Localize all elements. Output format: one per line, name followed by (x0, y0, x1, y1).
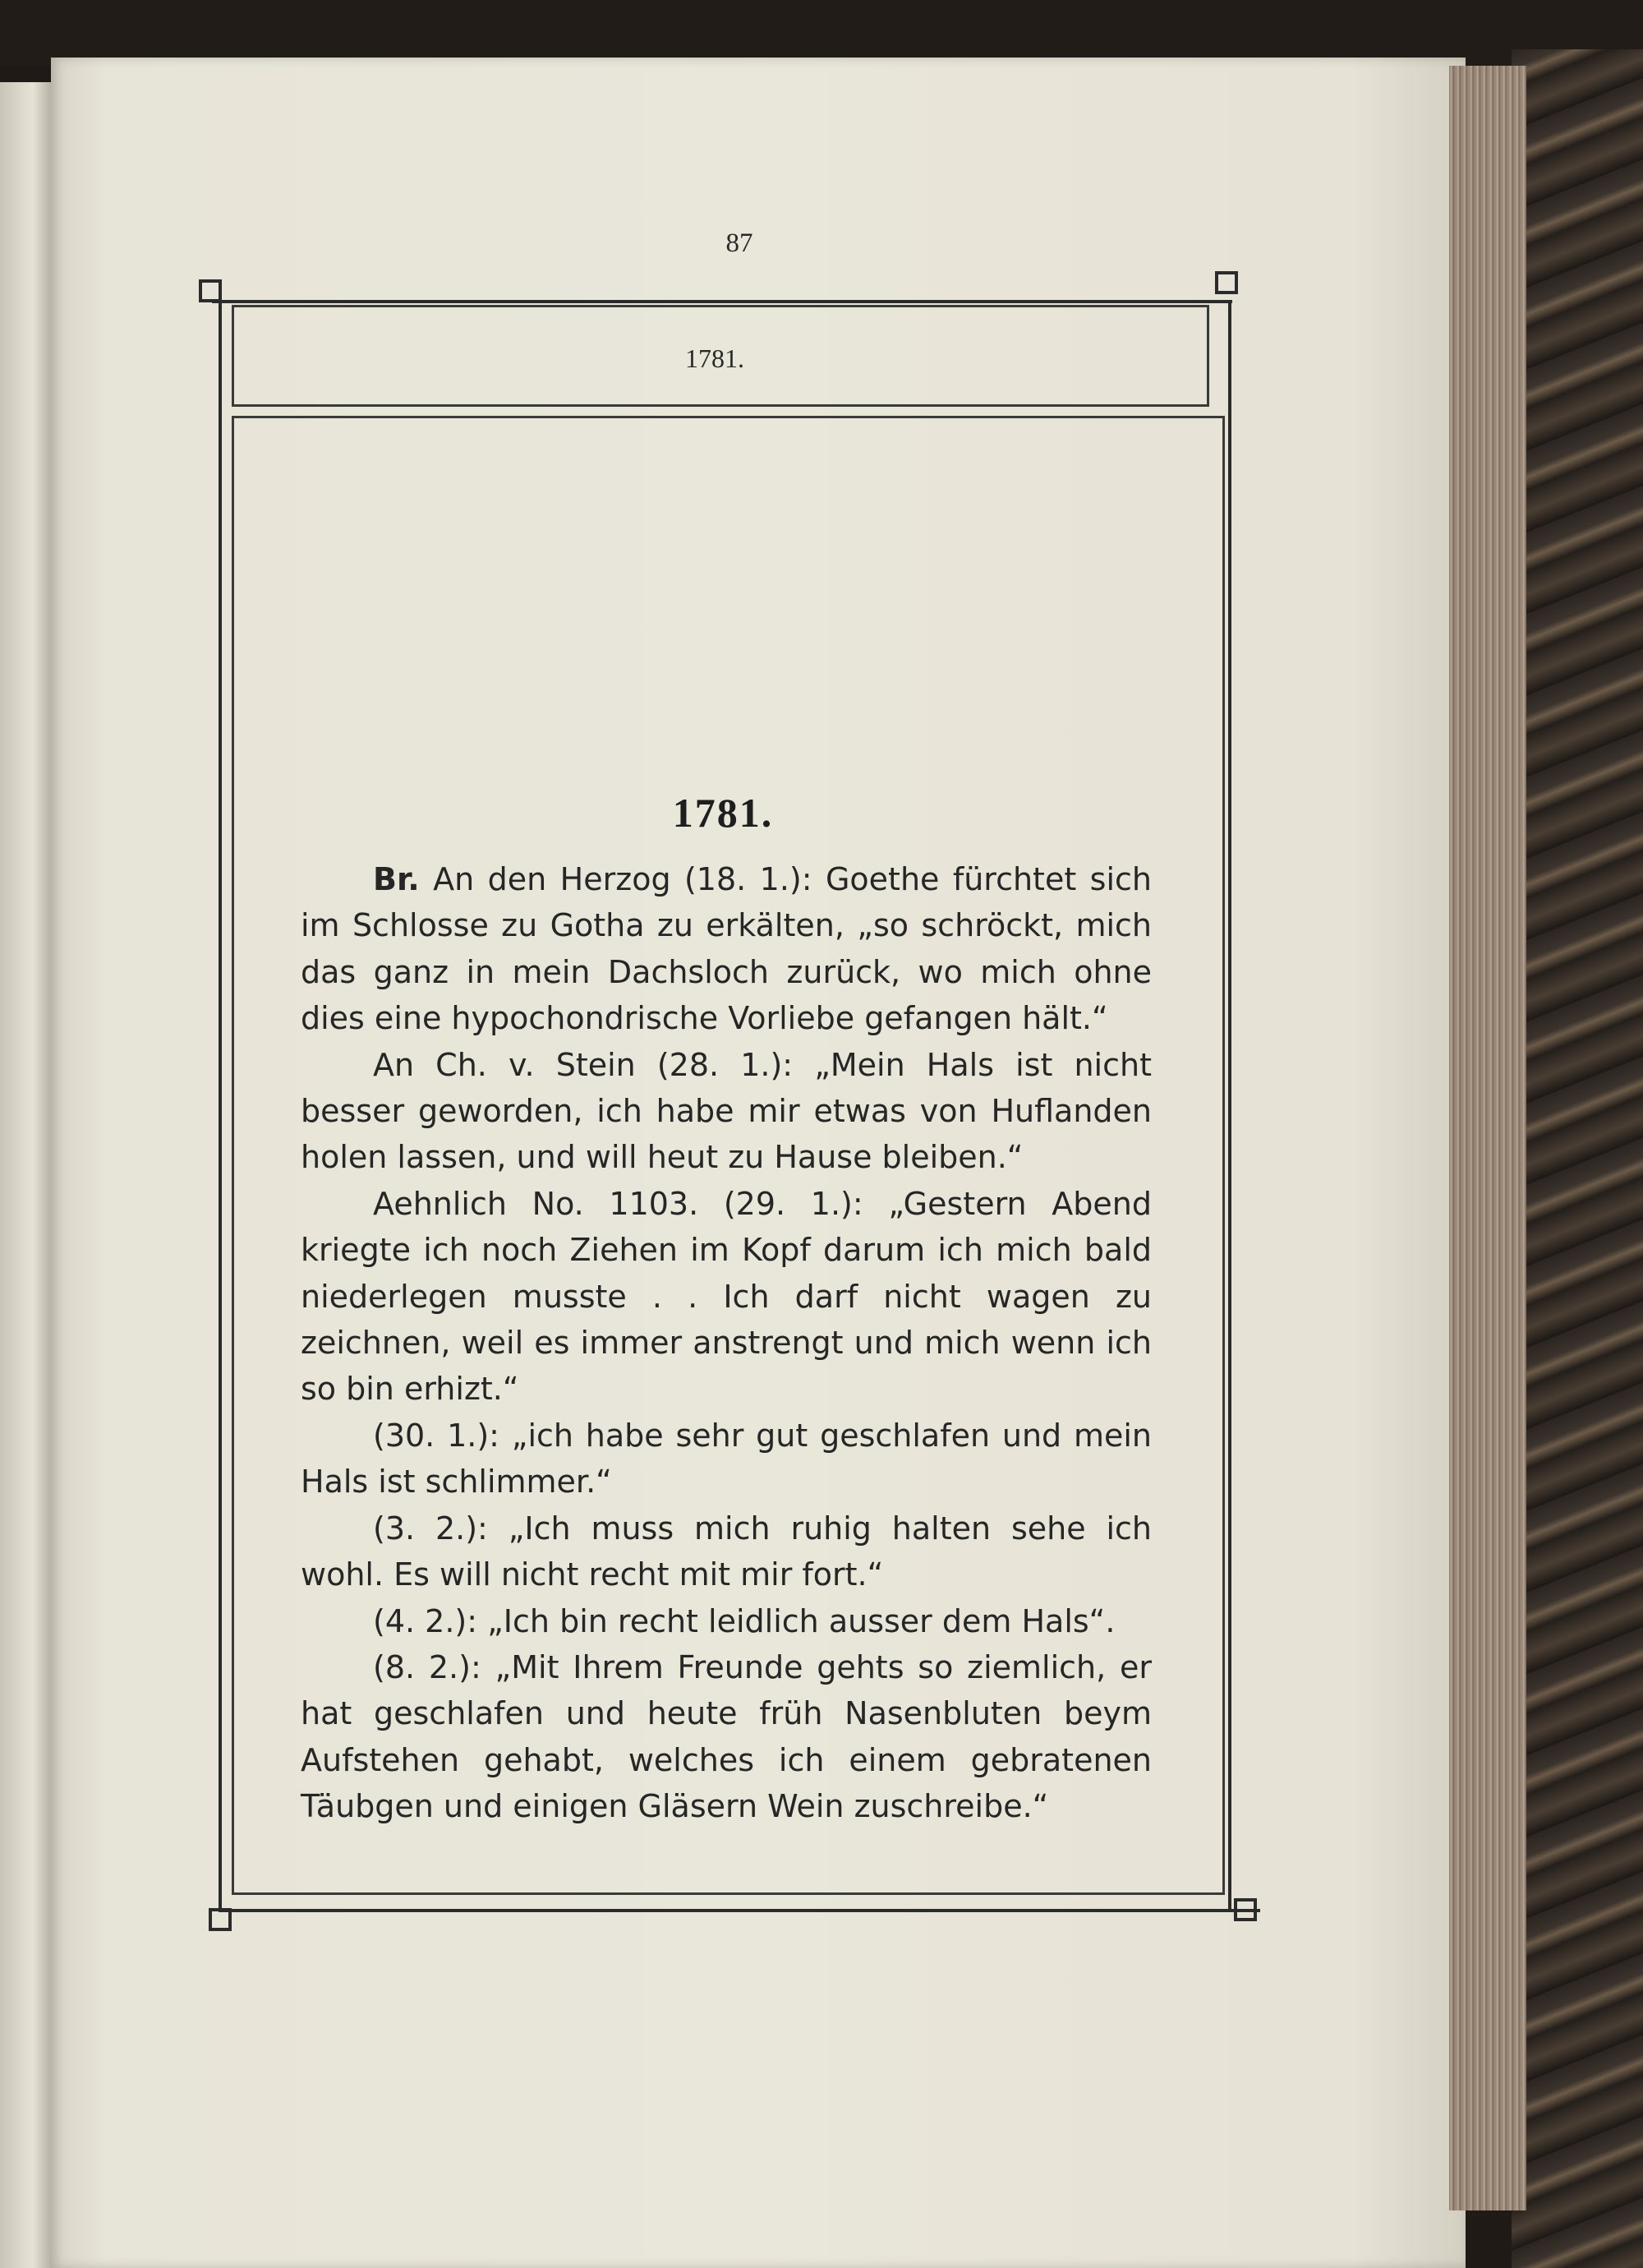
frame-top-line (212, 300, 1232, 303)
body-text (301, 856, 1152, 1830)
frame-bottom-line (222, 1909, 1260, 1912)
corner-ornament-top-right (1215, 271, 1238, 294)
page-fore-edge (1449, 66, 1526, 2210)
paragraph: (4. 2.): „Ich bin recht leidlich ausser dem Hals“. (373, 1602, 1116, 1639)
paragraph: (30. 1.): „ich habe sehr gut geschlafen und mein Hals ist schlimmer.“ (301, 1417, 1152, 1500)
paragraph: (3. 2.): „Ich muss mich ruhig halten sehe ich wohl. Es will nicht recht mit mir fort.“ (301, 1510, 1152, 1593)
paragraph-lead: Br. (373, 861, 420, 897)
section-title: 1781. (672, 790, 774, 836)
running-header: 1781. (685, 343, 744, 373)
frame-left-line (219, 300, 222, 1912)
corner-ornament-top-left (199, 279, 222, 302)
corner-ornament-bottom-right (1234, 1898, 1257, 1921)
frame-right-line (1228, 300, 1231, 1912)
marbled-cover (1512, 49, 1643, 2268)
paragraph: Aehnlich No. 1103. (29. 1.): „Gestern Abend kriegte ich noch Ziehen im Kopf darum ich mich bald niederlegen musste . . Ich darf nicht wagen zu zeichnen, weil es immer anstrengt und mich wenn ich so bin erhizt.“ (301, 1185, 1152, 1408)
paragraph (301, 856, 1152, 1042)
paragraph: (8. 2.): „Mit Ihrem Freunde gehts so ziemlich, er hat geschlafen und heute früh Nasenbluten beym Aufstehen gehabt, welches ich einem gebratenen Täubgen und einigen Gläsern Wein zuschreibe.“ (301, 1648, 1152, 1825)
paragraph-text: An den Herzog (18. 1.): Goethe fürchtet sich im Schlosse zu Gotha zu erkälten, „so schröckt, mich das ganz in mein Dachsloch zurück, wo mich ohne dies eine hypochondrische Vorliebe gefangen hält.“ (301, 861, 1152, 1037)
paragraph: An Ch. v. Stein (28. 1.): „Mein Hals ist nicht besser geworden, ich habe mir etwas von Huflanden holen lassen, und will heut zu Hause bleiben.“ (301, 1046, 1152, 1176)
book-top-edge (0, 0, 1643, 66)
corner-ornament-bottom-left (209, 1908, 232, 1931)
page-number: 87 (725, 228, 753, 258)
